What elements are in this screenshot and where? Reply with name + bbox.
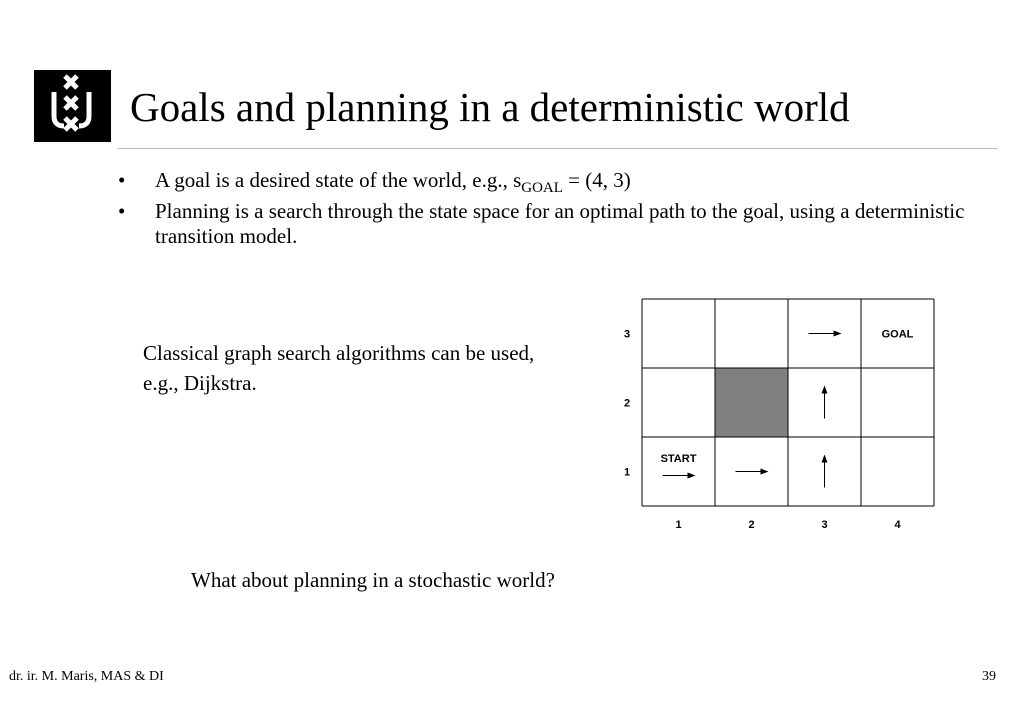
x-axis-label: 1 (675, 519, 682, 531)
title-divider (118, 148, 998, 149)
bullet-item (118, 168, 998, 196)
bullet-text: A goal is a desired state of the world, e.g., s (155, 168, 522, 192)
start-label: START (660, 453, 697, 465)
grid-world-diagram (600, 290, 945, 535)
uva-logo-icon (34, 70, 111, 142)
x-axis-label: 4 (894, 519, 901, 531)
bullet-glyph: • (118, 199, 126, 223)
bullet-glyph: • (118, 168, 126, 192)
x-axis-label: 2 (748, 519, 755, 531)
graph-search-note: Classical graph search algorithms can be used, e.g., Dijkstra. (143, 341, 535, 395)
y-axis-label: 1 (623, 466, 631, 479)
obstacle-cell (715, 368, 788, 437)
stochastic-question: What about planning in a stochastic world? (191, 568, 555, 592)
bullet-item (118, 199, 998, 249)
y-axis-label: 3 (623, 328, 631, 341)
slide-title: Goals and planning in a deterministic world (130, 84, 850, 130)
bullet-text: Planning is a search through the state space for an optimal path to the goal, using a deterministic transition model. (155, 199, 965, 248)
bullet-subscript: GOAL (521, 180, 563, 196)
bullet-list (118, 168, 998, 255)
page-number: 39 (982, 669, 996, 684)
x-axis-label: 3 (821, 519, 828, 531)
y-axis-label: 2 (623, 397, 631, 410)
bullet-text-after: = (4, 3) (562, 168, 631, 192)
footer-author: dr. ir. M. Maris, MAS & DI (9, 669, 164, 684)
university-logo (34, 70, 111, 142)
goal-label: GOAL (881, 328, 914, 341)
